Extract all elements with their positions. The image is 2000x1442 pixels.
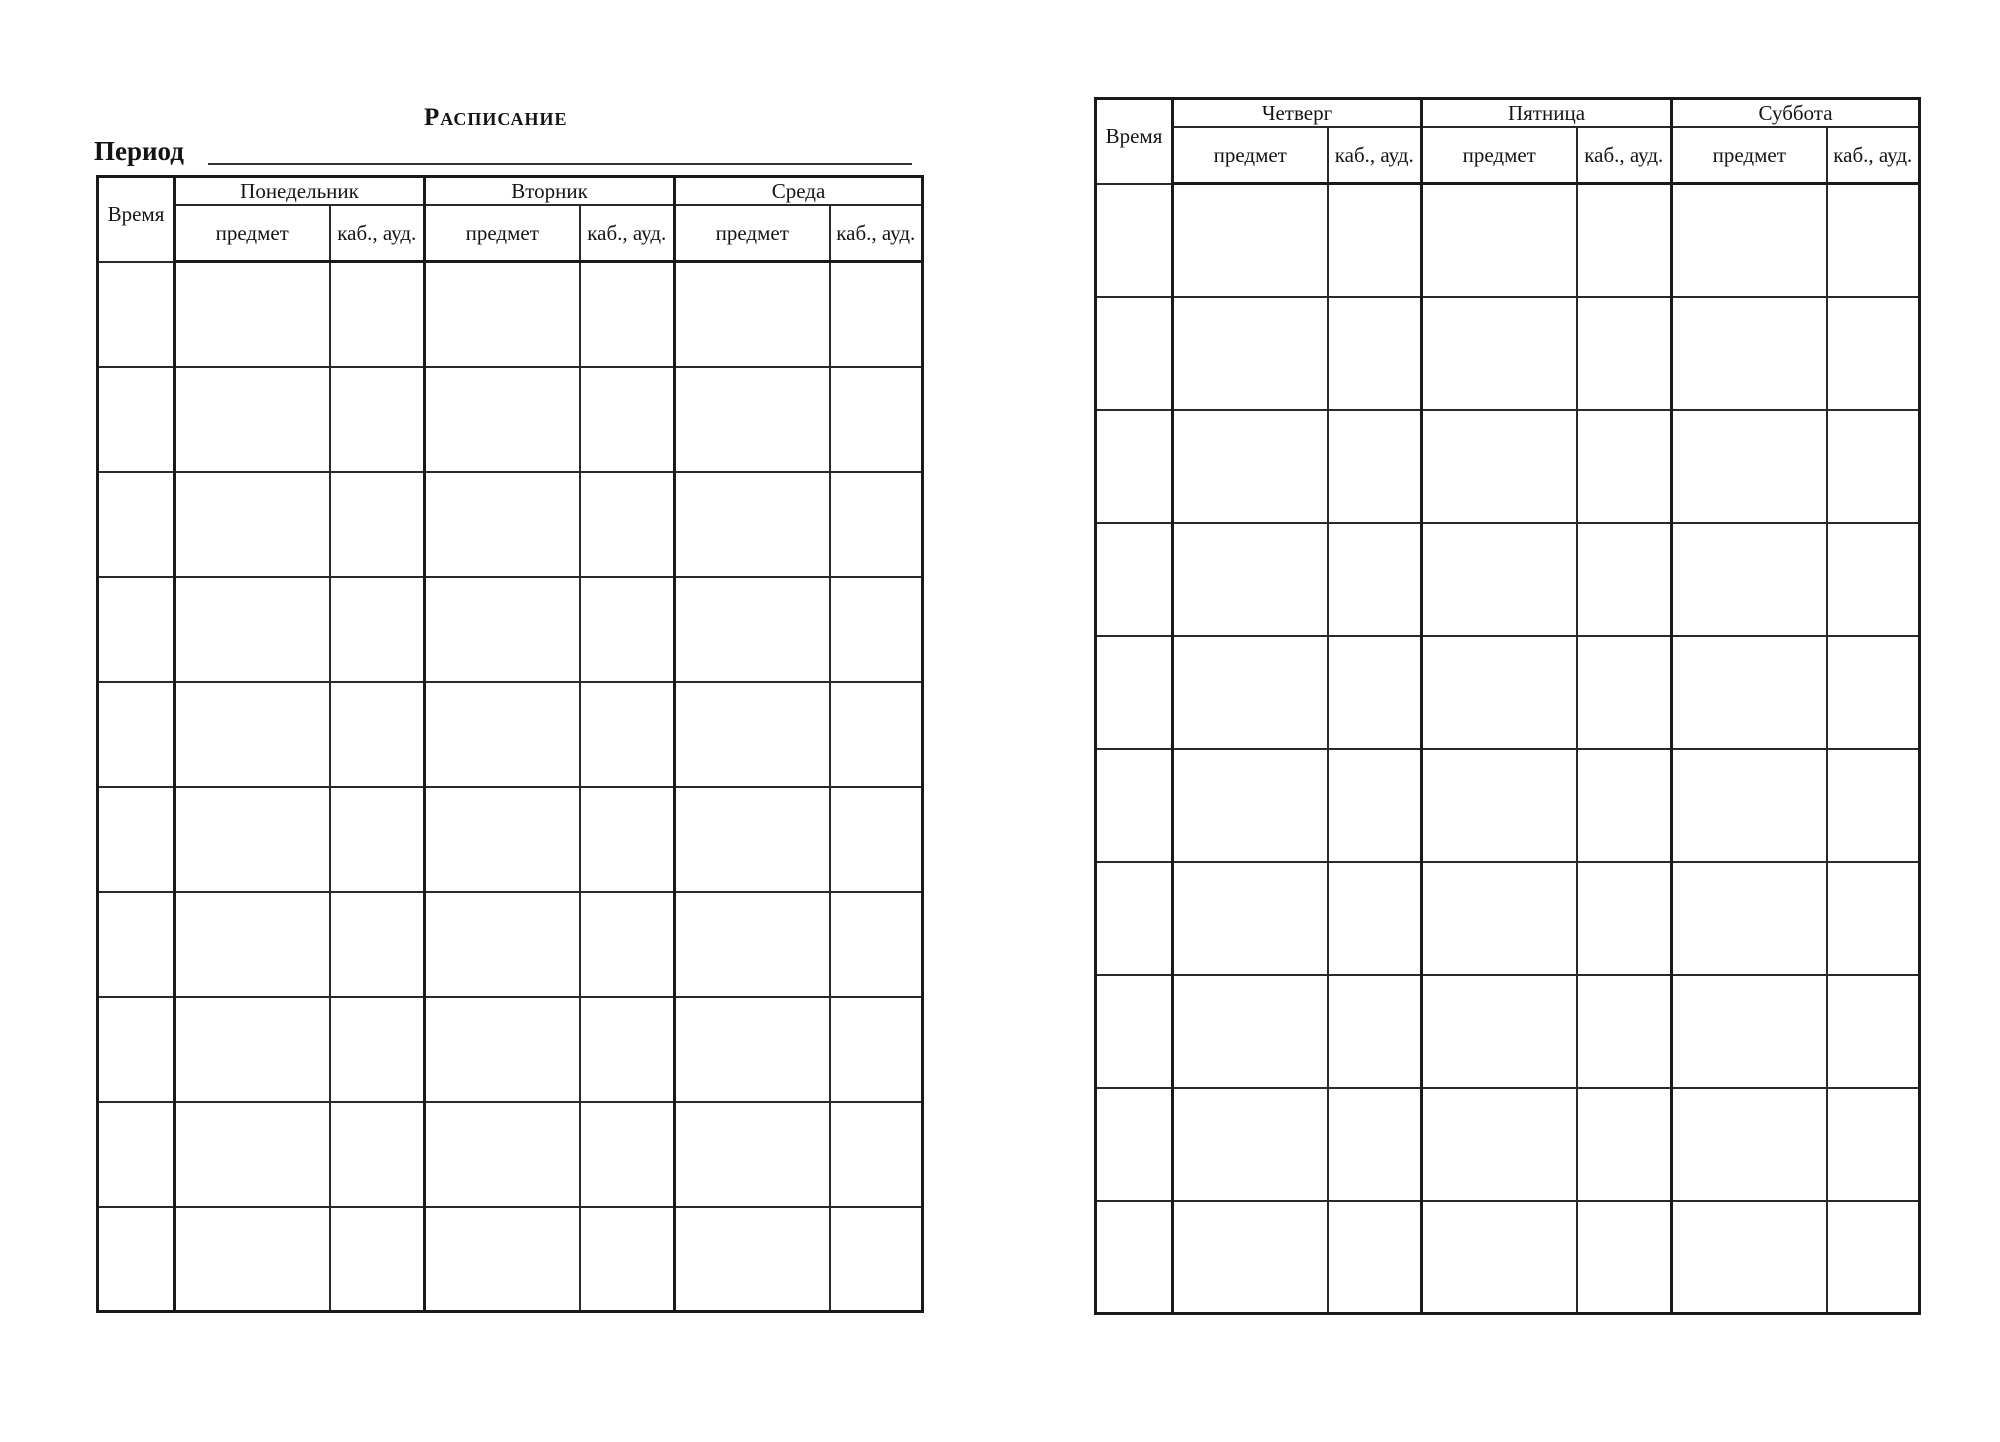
day-header-monday: Понедельник: [175, 177, 425, 206]
subject-cell[interactable]: [675, 1102, 830, 1207]
subject-cell[interactable]: [425, 682, 580, 787]
room-cell[interactable]: [830, 367, 923, 472]
day-header-thursday: Четверг: [1173, 99, 1422, 128]
schedule-row: [98, 1207, 923, 1312]
time-cell[interactable]: [98, 1102, 175, 1207]
room-cell[interactable]: [830, 1102, 923, 1207]
time-cell[interactable]: [1096, 975, 1173, 1088]
subject-cell[interactable]: [675, 682, 830, 787]
subject-header: предмет: [425, 205, 580, 262]
subject-header: предмет: [675, 205, 830, 262]
room-header: каб., ауд.: [1577, 127, 1672, 184]
room-cell[interactable]: [1827, 862, 1920, 975]
time-cell[interactable]: [98, 367, 175, 472]
day-header-tuesday: Вторник: [425, 177, 675, 206]
time-cell[interactable]: [1096, 749, 1173, 862]
room-cell[interactable]: [1577, 749, 1672, 862]
day-header-wednesday: Среда: [675, 177, 923, 206]
room-cell[interactable]: [1577, 523, 1672, 636]
subject-cell[interactable]: [175, 997, 330, 1102]
subject-header: предмет: [175, 205, 330, 262]
room-cell[interactable]: [580, 892, 675, 997]
room-cell[interactable]: [830, 472, 923, 577]
schedule-row: [98, 1102, 923, 1207]
room-cell[interactable]: [1827, 1201, 1920, 1314]
room-header: каб., ауд.: [1827, 127, 1920, 184]
room-cell[interactable]: [580, 262, 675, 367]
subject-cell[interactable]: [1173, 749, 1328, 862]
day-header-saturday: Суббота: [1672, 99, 1920, 128]
room-cell[interactable]: [330, 1102, 425, 1207]
subject-cell[interactable]: [175, 682, 330, 787]
subject-cell[interactable]: [1173, 523, 1328, 636]
subject-cell[interactable]: [1672, 975, 1827, 1088]
schedule-row: [98, 682, 923, 787]
subject-cell[interactable]: [1422, 297, 1577, 410]
day-header-friday: Пятница: [1422, 99, 1672, 128]
room-cell[interactable]: [830, 577, 923, 682]
subject-cell[interactable]: [175, 1102, 330, 1207]
time-cell[interactable]: [98, 997, 175, 1102]
room-cell[interactable]: [330, 892, 425, 997]
room-cell[interactable]: [1827, 410, 1920, 523]
subject-cell[interactable]: [675, 997, 830, 1102]
subject-cell[interactable]: [675, 892, 830, 997]
subject-cell[interactable]: [1672, 749, 1827, 862]
room-cell[interactable]: [1328, 1201, 1422, 1314]
room-cell[interactable]: [1577, 975, 1672, 1088]
room-cell[interactable]: [830, 682, 923, 787]
subject-cell[interactable]: [425, 997, 580, 1102]
subject-cell[interactable]: [1672, 1088, 1827, 1201]
subject-cell[interactable]: [1672, 410, 1827, 523]
subject-cell[interactable]: [1173, 975, 1328, 1088]
room-cell[interactable]: [330, 367, 425, 472]
page-title: Расписание: [424, 104, 568, 131]
room-cell[interactable]: [1827, 975, 1920, 1088]
subject-cell[interactable]: [175, 787, 330, 892]
room-cell[interactable]: [330, 682, 425, 787]
subject-cell[interactable]: [675, 577, 830, 682]
time-cell[interactable]: [1096, 410, 1173, 523]
room-cell[interactable]: [580, 682, 675, 787]
room-header: каб., ауд.: [1328, 127, 1422, 184]
schedule-row: [98, 577, 923, 682]
subject-cell[interactable]: [1422, 862, 1577, 975]
schedule-row: [98, 892, 923, 997]
subject-cell[interactable]: [1672, 1201, 1827, 1314]
room-cell[interactable]: [330, 577, 425, 682]
subject-cell[interactable]: [1422, 184, 1577, 297]
subject-cell[interactable]: [1173, 410, 1328, 523]
schedule-row: [1096, 1088, 1920, 1201]
schedule-row: [98, 787, 923, 892]
room-cell[interactable]: [1577, 297, 1672, 410]
subject-cell[interactable]: [1422, 975, 1577, 1088]
subject-cell[interactable]: [175, 262, 330, 367]
schedule-row: [1096, 975, 1920, 1088]
room-cell[interactable]: [580, 472, 675, 577]
room-cell[interactable]: [330, 997, 425, 1102]
subject-cell[interactable]: [1672, 297, 1827, 410]
time-cell[interactable]: [98, 682, 175, 787]
room-cell[interactable]: [330, 262, 425, 367]
room-cell[interactable]: [580, 1207, 675, 1312]
schedule-body-left: [98, 262, 923, 1312]
room-cell[interactable]: [330, 1207, 425, 1312]
subject-cell[interactable]: [1672, 862, 1827, 975]
room-cell[interactable]: [1328, 297, 1422, 410]
subject-cell[interactable]: [425, 787, 580, 892]
subject-cell[interactable]: [425, 577, 580, 682]
time-cell[interactable]: [1096, 523, 1173, 636]
subject-cell[interactable]: [175, 1207, 330, 1312]
time-cell[interactable]: [98, 577, 175, 682]
room-cell[interactable]: [1577, 410, 1672, 523]
subject-cell[interactable]: [425, 262, 580, 367]
room-header: каб., ауд.: [330, 205, 425, 262]
time-cell[interactable]: [98, 1207, 175, 1312]
room-cell[interactable]: [1328, 862, 1422, 975]
subject-cell[interactable]: [1173, 636, 1328, 749]
schedule-row: [1096, 636, 1920, 749]
subject-cell[interactable]: [675, 367, 830, 472]
period-field-line: [208, 163, 912, 165]
time-cell[interactable]: [98, 787, 175, 892]
room-cell[interactable]: [830, 892, 923, 997]
subject-cell[interactable]: [1173, 184, 1328, 297]
subject-cell[interactable]: [1672, 184, 1827, 297]
time-cell[interactable]: [1096, 636, 1173, 749]
room-cell[interactable]: [1827, 184, 1920, 297]
time-cell[interactable]: [1096, 1201, 1173, 1314]
time-cell[interactable]: [1096, 862, 1173, 975]
subject-cell[interactable]: [1422, 1088, 1577, 1201]
time-cell[interactable]: [98, 892, 175, 997]
time-cell[interactable]: [1096, 1088, 1173, 1201]
time-cell[interactable]: [98, 472, 175, 577]
room-cell[interactable]: [1827, 749, 1920, 862]
room-cell[interactable]: [1827, 297, 1920, 410]
room-cell[interactable]: [580, 1102, 675, 1207]
schedule-table-left: [96, 175, 924, 1313]
schedule-table-right: [1094, 97, 1921, 1315]
room-cell[interactable]: [830, 787, 923, 892]
room-cell[interactable]: [1577, 1088, 1672, 1201]
schedule-row: [1096, 1201, 1920, 1314]
room-cell[interactable]: [1827, 636, 1920, 749]
subject-cell[interactable]: [1422, 523, 1577, 636]
room-header: каб., ауд.: [830, 205, 923, 262]
subject-cell[interactable]: [425, 472, 580, 577]
subject-cell[interactable]: [675, 1207, 830, 1312]
room-cell[interactable]: [830, 262, 923, 367]
subject-cell[interactable]: [425, 1102, 580, 1207]
schedule-row: [98, 472, 923, 577]
schedule-row: [98, 367, 923, 472]
room-cell[interactable]: [1328, 410, 1422, 523]
subject-cell[interactable]: [175, 577, 330, 682]
subject-cell[interactable]: [175, 472, 330, 577]
subject-cell[interactable]: [1422, 749, 1577, 862]
subject-cell[interactable]: [175, 892, 330, 997]
room-cell[interactable]: [1577, 184, 1672, 297]
period-label: Период: [94, 136, 184, 166]
subject-cell[interactable]: [675, 787, 830, 892]
schedule-row: [1096, 297, 1920, 410]
room-cell[interactable]: [1328, 636, 1422, 749]
subject-cell[interactable]: [1173, 862, 1328, 975]
room-cell[interactable]: [580, 787, 675, 892]
room-cell[interactable]: [1328, 1088, 1422, 1201]
subject-cell[interactable]: [1173, 1201, 1328, 1314]
subject-header: предмет: [1173, 127, 1328, 184]
subject-cell[interactable]: [175, 367, 330, 472]
schedule-row: [1096, 862, 1920, 975]
room-cell[interactable]: [1577, 636, 1672, 749]
room-cell[interactable]: [330, 472, 425, 577]
room-cell[interactable]: [580, 367, 675, 472]
subject-cell[interactable]: [425, 367, 580, 472]
room-cell[interactable]: [1577, 1201, 1672, 1314]
room-cell[interactable]: [580, 577, 675, 682]
subject-cell[interactable]: [675, 472, 830, 577]
subject-header: предмет: [1672, 127, 1827, 184]
room-cell[interactable]: [1577, 862, 1672, 975]
subject-cell[interactable]: [1422, 410, 1577, 523]
room-cell[interactable]: [830, 1207, 923, 1312]
schedule-row: [98, 262, 923, 367]
time-cell[interactable]: [98, 262, 175, 367]
time-cell[interactable]: [1096, 184, 1173, 297]
subject-cell[interactable]: [1422, 636, 1577, 749]
room-cell[interactable]: [1827, 1088, 1920, 1201]
schedule-row: [1096, 523, 1920, 636]
subject-cell[interactable]: [425, 892, 580, 997]
schedule-row: [1096, 410, 1920, 523]
schedule-row: [1096, 184, 1920, 297]
subject-header: предмет: [1422, 127, 1577, 184]
room-header: каб., ауд.: [580, 205, 675, 262]
subject-cell[interactable]: [1672, 636, 1827, 749]
room-cell[interactable]: [1328, 975, 1422, 1088]
subject-cell[interactable]: [1672, 523, 1827, 636]
room-cell[interactable]: [1827, 523, 1920, 636]
room-cell[interactable]: [1328, 749, 1422, 862]
subject-cell[interactable]: [1173, 1088, 1328, 1201]
time-column-header: Время: [98, 177, 175, 262]
time-cell[interactable]: [1096, 297, 1173, 410]
time-column-header: Время: [1096, 99, 1173, 184]
schedule-row: [98, 997, 923, 1102]
room-cell[interactable]: [830, 997, 923, 1102]
schedule-body-right: [1096, 184, 1920, 1314]
schedule-row: [1096, 749, 1920, 862]
room-cell[interactable]: [1328, 523, 1422, 636]
subject-cell[interactable]: [1173, 297, 1328, 410]
room-cell[interactable]: [580, 997, 675, 1102]
subject-cell[interactable]: [1422, 1201, 1577, 1314]
subject-cell[interactable]: [675, 262, 830, 367]
room-cell[interactable]: [330, 787, 425, 892]
subject-cell[interactable]: [425, 1207, 580, 1312]
room-cell[interactable]: [1328, 184, 1422, 297]
